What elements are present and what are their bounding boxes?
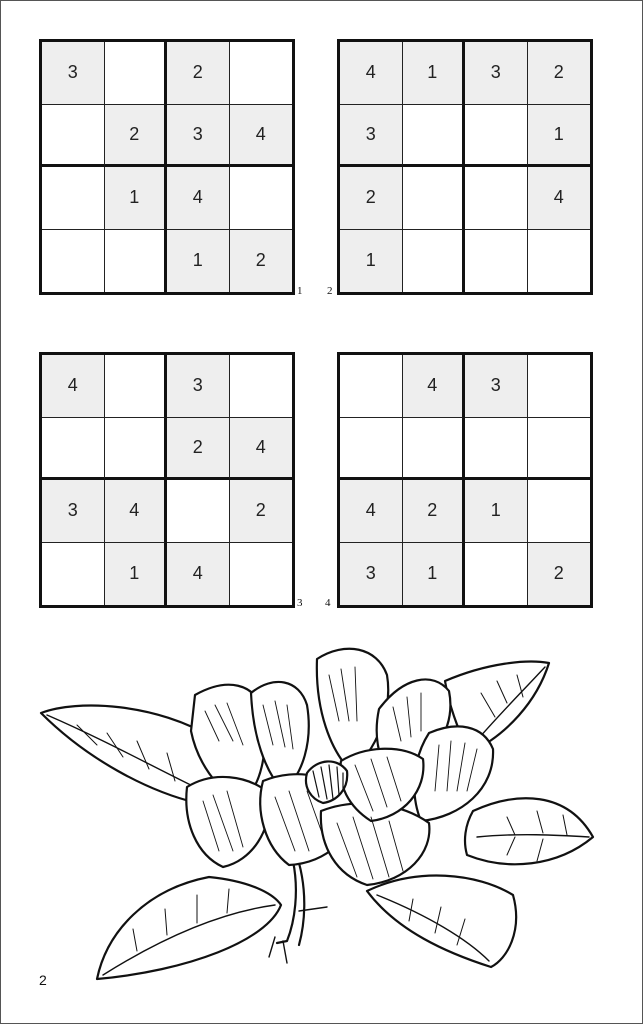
sudoku-cell: 2: [167, 418, 230, 481]
sudoku-cell: 3: [167, 105, 230, 168]
sudoku-cell[interactable]: [403, 418, 466, 481]
sudoku-cell: 2: [528, 42, 591, 105]
sudoku-cell: 4: [340, 42, 403, 105]
sudoku-cell[interactable]: [465, 167, 528, 230]
sudoku-cell[interactable]: [105, 230, 168, 293]
sudoku-cell: 1: [403, 42, 466, 105]
sudoku-cell: 3: [167, 355, 230, 418]
sudoku-cell: 1: [403, 543, 466, 606]
sudoku-cell[interactable]: [528, 355, 591, 418]
sudoku-cell[interactable]: [230, 355, 293, 418]
sudoku-cell: 2: [105, 105, 168, 168]
sudoku-cell[interactable]: [403, 167, 466, 230]
sudoku-cell: 2: [403, 480, 466, 543]
puzzle-number-4: 4: [325, 597, 331, 609]
sudoku-cell[interactable]: [42, 105, 105, 168]
sudoku-cell[interactable]: [340, 355, 403, 418]
sudoku-cell: 4: [167, 543, 230, 606]
sudoku-cell[interactable]: [105, 42, 168, 105]
sudoku-cell[interactable]: [465, 543, 528, 606]
sudoku-cell: 2: [230, 480, 293, 543]
sudoku-cell: 3: [42, 42, 105, 105]
sudoku-cell: 1: [340, 230, 403, 293]
sudoku-cell[interactable]: [465, 418, 528, 481]
sudoku-cell: 4: [105, 480, 168, 543]
sudoku-cell: 4: [230, 105, 293, 168]
sudoku-cell: 4: [230, 418, 293, 481]
sudoku-cell[interactable]: [340, 418, 403, 481]
sudoku-cell: 4: [167, 167, 230, 230]
sudoku-cell: 2: [167, 42, 230, 105]
sudoku-cell: 1: [167, 230, 230, 293]
sudoku-cell: 1: [105, 167, 168, 230]
sudoku-cell[interactable]: [403, 105, 466, 168]
sudoku-cell[interactable]: [42, 543, 105, 606]
sudoku-cell[interactable]: [528, 418, 591, 481]
sudoku-cell[interactable]: [105, 355, 168, 418]
sudoku-cell: 2: [230, 230, 293, 293]
sudoku-cell[interactable]: [230, 42, 293, 105]
puzzle-number-3: 3: [297, 597, 303, 609]
sudoku-cell: 1: [528, 105, 591, 168]
page-number: 2: [39, 972, 47, 988]
sudoku-cell[interactable]: [465, 230, 528, 293]
sudoku-cell[interactable]: [465, 105, 528, 168]
sudoku-cell[interactable]: [42, 418, 105, 481]
sudoku-puzzle-1: [39, 39, 295, 295]
sudoku-cell: 4: [340, 480, 403, 543]
sudoku-cell: 3: [465, 355, 528, 418]
puzzle-number-2: 2: [327, 285, 333, 297]
sudoku-cell: 3: [340, 105, 403, 168]
sudoku-cell: 4: [528, 167, 591, 230]
sudoku-cell[interactable]: [230, 543, 293, 606]
sudoku-cell: 3: [465, 42, 528, 105]
sudoku-puzzle-2: [337, 39, 593, 295]
sudoku-puzzle-3: [39, 352, 295, 608]
magnolia-flower-illustration: [37, 641, 597, 986]
sudoku-cell[interactable]: [528, 230, 591, 293]
sudoku-cell: 4: [403, 355, 466, 418]
puzzle-number-1: 1: [297, 285, 303, 297]
sudoku-cell: 3: [340, 543, 403, 606]
sudoku-cell[interactable]: [230, 167, 293, 230]
sudoku-cell: 2: [340, 167, 403, 230]
sudoku-cell: 3: [42, 480, 105, 543]
sudoku-cell: 1: [465, 480, 528, 543]
sudoku-cell: 4: [42, 355, 105, 418]
sudoku-cell[interactable]: [105, 418, 168, 481]
sudoku-cell: 1: [105, 543, 168, 606]
sudoku-cell[interactable]: [42, 167, 105, 230]
sudoku-puzzle-4: [337, 352, 593, 608]
sudoku-cell[interactable]: [42, 230, 105, 293]
sudoku-cell[interactable]: [528, 480, 591, 543]
sudoku-cell[interactable]: [167, 480, 230, 543]
sudoku-cell[interactable]: [403, 230, 466, 293]
sudoku-cell: 2: [528, 543, 591, 606]
